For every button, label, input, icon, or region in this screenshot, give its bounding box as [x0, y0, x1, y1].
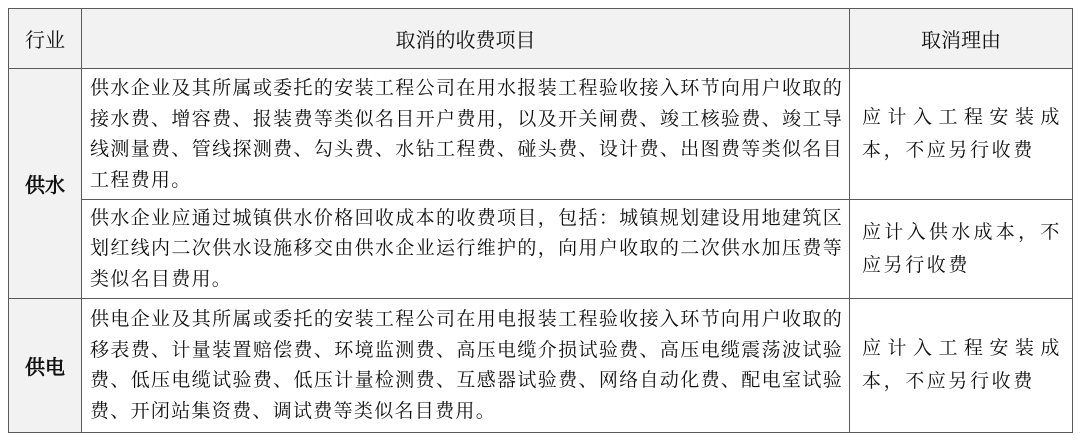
cancelled-items-cell: 供水企业及其所属或委托的安装工程公司在用水报装工程验收接入环节向用户收取的接水费、增容费、报装费等类似名目开户费用，以及开关闸费、竣工核验费、竣工导线测量费、管线探测费、勾头费、水钻工程费、碰头费、设计费、出图费等类似名目工程费用。 — [82, 69, 850, 199]
table-row — [9, 199, 1073, 298]
cancelled-items-cell: 供电企业及其所属或委托的安装工程公司在用电报装工程验收接入环节向用户收取的移表费、计量装置赔偿费、环境监测费、高压电缆介损试验费、高压电缆震荡波试验费、低压电缆试验费、低压计量检测费、互感器试验费、网络自动化费、配电室试验费、开闭站集资费、调试费等类似名目费用。 — [82, 298, 850, 432]
header-industry: 行业 — [9, 9, 82, 69]
reason-cell: 应计入供水成本，不应另行收费 — [850, 199, 1073, 298]
reason-cell: 应计入工程安装成本，不应另行收费 — [850, 298, 1073, 432]
header-reason: 取消理由 — [850, 9, 1073, 69]
table-row — [9, 69, 1073, 199]
industry-cell-water: 供水 — [9, 69, 82, 298]
header-cancelled-items: 取消的收费项目 — [82, 9, 850, 69]
reason-cell: 应计入工程安装成本，不应另行收费 — [850, 69, 1073, 199]
industry-cell-power: 供电 — [9, 298, 82, 432]
header-row — [9, 9, 1073, 69]
cancelled-items-cell: 供水企业应通过城镇供水价格回收成本的收费项目，包括：城镇规划建设用地建筑区划红线内二次供水设施移交由供水企业运行维护的，向用户收取的二次供水加压费等类似名目费用。 — [82, 199, 850, 298]
fee-cancellation-table — [8, 8, 1073, 433]
table-row — [9, 298, 1073, 432]
